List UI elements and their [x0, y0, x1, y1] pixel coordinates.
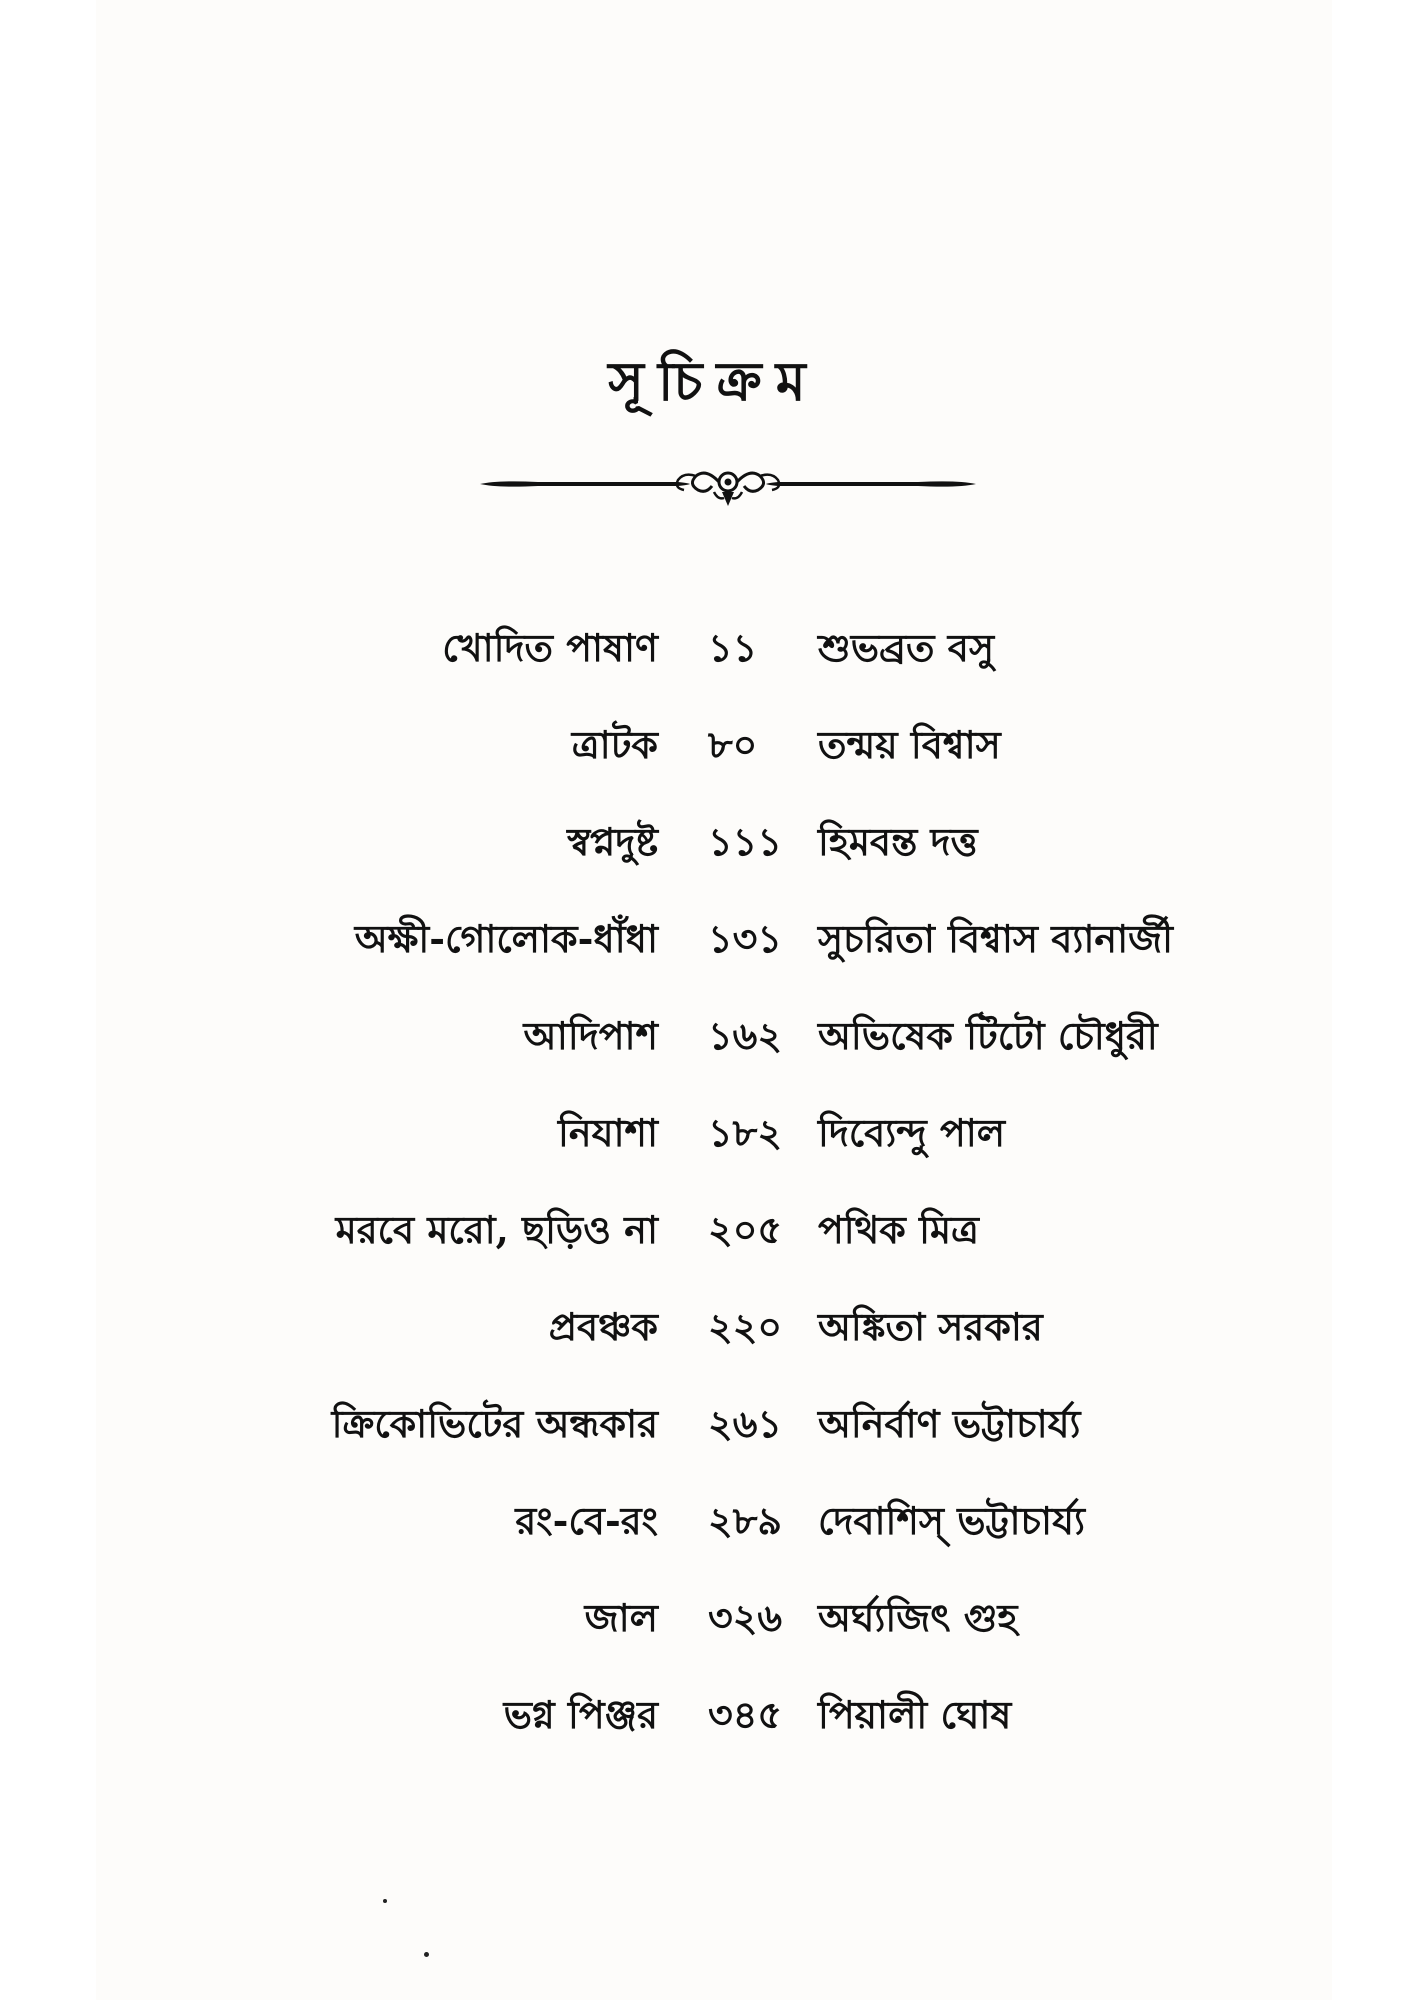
toc-title: অক্ষী-গোলোক-ধাঁধা	[354, 916, 658, 961]
toc-title: খোদিত পাষাণ	[442, 625, 658, 670]
toc-row	[0, 909, 1428, 969]
toc-row	[0, 1491, 1428, 1551]
toc-author: শুভব্রত বসু	[818, 625, 995, 670]
toc-page-number: ১৮২	[708, 1110, 783, 1155]
toc-page-number: ৩২৬	[708, 1595, 783, 1640]
toc-page-number: ২৬১	[708, 1401, 783, 1446]
toc-row	[0, 1006, 1428, 1066]
toc-author: হিমবন্ত দত্ত	[818, 819, 978, 864]
page-heading: সূচিক্রম	[608, 349, 820, 413]
ornament-divider-icon	[478, 462, 978, 522]
toc-author: দিব্যেন্দু পাল	[818, 1110, 1006, 1155]
toc-page-number: ১১১	[708, 819, 782, 864]
toc-title: ভগ্ন পিঞ্জর	[503, 1692, 658, 1737]
toc-row	[0, 812, 1428, 872]
toc-author: পিয়ালী ঘোষ	[818, 1692, 1012, 1737]
toc-row	[0, 618, 1428, 678]
toc-page-number: ২০৫	[708, 1207, 783, 1252]
toc-page-number: ৮০	[708, 722, 758, 767]
toc-page-number: ৩৪৫	[708, 1692, 783, 1737]
ink-speck	[383, 1899, 387, 1903]
toc-row	[0, 1588, 1428, 1648]
toc-page-number: ২২০	[708, 1304, 783, 1349]
toc-page-number: ২৮৯	[708, 1498, 783, 1543]
toc-author: পথিক মিত্র	[818, 1207, 979, 1252]
toc-page-number: ১৬২	[708, 1013, 783, 1058]
toc-row	[0, 1297, 1428, 1357]
toc-row	[0, 1394, 1428, 1454]
toc-title: জাল	[584, 1595, 658, 1640]
toc-page-number: ১১	[708, 625, 758, 670]
toc-author: অভিষেক টিটো চৌধুরী	[818, 1013, 1158, 1058]
toc-author: অঙ্কিতা সরকার	[818, 1304, 1043, 1349]
toc-author: অর্ঘ্যজিৎ গুহ	[818, 1595, 1018, 1640]
toc-author: সুচরিতা বিশ্বাস ব্যানার্জী	[818, 916, 1173, 961]
ink-speck	[424, 1952, 429, 1957]
toc-title: প্রবঞ্চক	[548, 1304, 658, 1349]
toc-row	[0, 1103, 1428, 1163]
toc-title: ত্রাটক	[571, 722, 658, 767]
toc-title: ক্রিকোভিটের অন্ধকার	[331, 1401, 658, 1446]
toc-title: নিযাশা	[558, 1110, 658, 1155]
toc-title: মরবে মরো, ছড়িও না	[335, 1207, 658, 1252]
toc-title: রং-বে-রং	[515, 1498, 658, 1543]
toc-title: আদিপাশ	[523, 1013, 658, 1058]
toc-row	[0, 715, 1428, 775]
toc-row	[0, 1200, 1428, 1260]
toc-author: দেবাশিস্ ভট্টাচার্য্য	[818, 1498, 1085, 1543]
toc-page-number: ১৩১	[708, 916, 783, 961]
toc-author: অনির্বাণ ভট্টাচার্য্য	[818, 1401, 1081, 1446]
toc-row	[0, 1685, 1428, 1745]
toc-author: তন্ময় বিশ্বাস	[818, 722, 1001, 767]
toc-title: স্বপ্নদুষ্ট	[567, 819, 658, 864]
